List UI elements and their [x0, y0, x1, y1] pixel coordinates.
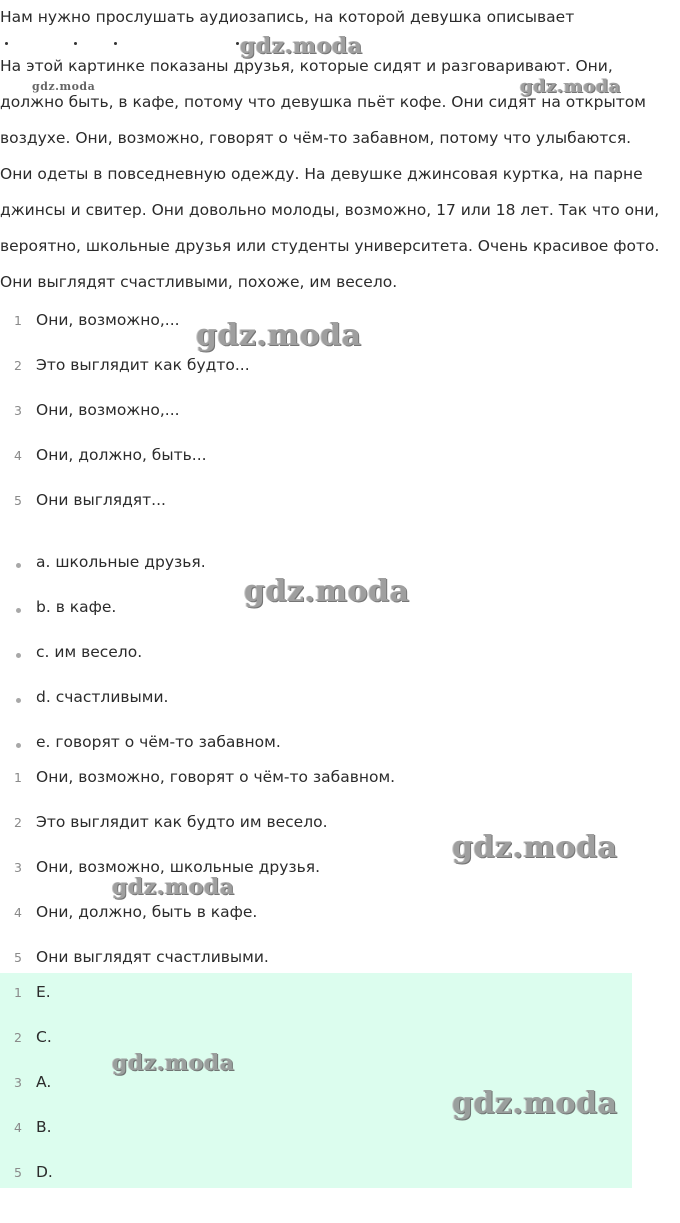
item-number: 3 [14, 860, 22, 875]
item-text: Они выглядят... [36, 491, 166, 509]
item-text: Это выглядит как будто им весело. [36, 813, 328, 831]
item-text: b. в кафе. [36, 598, 117, 616]
item-number: 1 [14, 770, 22, 785]
intro-line: вероятно, школьные друзья или студенты университета. Очень красивое фото. [0, 237, 660, 255]
item-number: 2 [14, 358, 22, 373]
list-item [0, 860, 680, 905]
item-number: 2 [14, 1030, 22, 1045]
item-text: D. [36, 1163, 53, 1181]
item-text: A. [36, 1073, 52, 1091]
watermark: gdz.moda [196, 318, 362, 353]
item-text: Они, возможно, говорят о чём-то забавном. [36, 768, 396, 786]
item-number: 1 [14, 985, 22, 1000]
bullet-icon [16, 563, 21, 568]
dot [114, 42, 117, 45]
intro-line: Нам нужно прослушать аудиозапись, на которой девушка описывает [0, 8, 575, 26]
watermark: gdz.moda [240, 33, 363, 59]
list-item [0, 358, 680, 403]
item-text: Это выглядит как будто... [36, 356, 250, 374]
list-item [0, 1165, 680, 1210]
bullet-icon [16, 653, 21, 658]
item-text: C. [36, 1028, 52, 1046]
intro-line: Они одеты в повседневную одежду. На девушке джинсовая куртка, на парне [0, 165, 643, 183]
item-number: 1 [14, 313, 22, 328]
intro-line: Они выглядят счастливыми, похоже, им весело. [0, 273, 398, 291]
item-text: Они, должно, быть в кафе. [36, 903, 258, 921]
item-number: 3 [14, 403, 22, 418]
dot [236, 42, 239, 45]
list-item [0, 448, 680, 493]
watermark: gdz.moda [244, 574, 410, 609]
intro-line: На этой картинке показаны друзья, которые сидят и разговаривают. Они, [0, 57, 613, 75]
dot [5, 42, 8, 45]
list-item [0, 985, 680, 1030]
item-number: 2 [14, 815, 22, 830]
item-text: E. [36, 983, 51, 1001]
watermark: gdz.moda [452, 1086, 618, 1121]
watermark: gdz.moda [32, 80, 96, 93]
item-number: 4 [14, 1120, 22, 1135]
bullet-icon [16, 608, 21, 613]
list-item [0, 690, 680, 735]
watermark: gdz.moda [452, 830, 618, 865]
list-item [0, 770, 680, 815]
list-item [0, 493, 680, 538]
item-text: e. говорят о чём-то забавном. [36, 733, 281, 751]
item-text: Они, возможно, школьные друзья. [36, 858, 320, 876]
watermark: gdz.moda [112, 874, 235, 900]
item-text: Они, должно, быть... [36, 446, 207, 464]
intro-line: должно быть, в кафе, потому что девушка пьёт кофе. Они сидят на открытом [0, 93, 646, 111]
dot [74, 42, 77, 45]
list-item [0, 1120, 680, 1165]
intro-line: воздухе. Они, возможно, говорят о чём-то забавном, потому что улыбаются. [0, 129, 632, 147]
item-number: 4 [14, 448, 22, 463]
list-item [0, 905, 680, 950]
item-number: 5 [14, 950, 22, 965]
item-text: Они выглядят счастливыми. [36, 948, 269, 966]
item-number: 5 [14, 1165, 22, 1180]
item-text: c. им весело. [36, 643, 143, 661]
item-text: B. [36, 1118, 52, 1136]
item-text: Они, возможно,... [36, 311, 180, 329]
list-item [0, 403, 680, 448]
item-number: 3 [14, 1075, 22, 1090]
watermark: gdz.moda [112, 1050, 235, 1076]
item-number: 4 [14, 905, 22, 920]
bullet-icon [16, 743, 21, 748]
item-text: a. школьные друзья. [36, 553, 206, 571]
intro-line: джинсы и свитер. Они довольно молоды, возможно, 17 или 18 лет. Так что они, [0, 201, 660, 219]
item-text: d. счастливыми. [36, 688, 169, 706]
list-item [0, 1030, 680, 1075]
item-number: 5 [14, 493, 22, 508]
bullet-icon [16, 698, 21, 703]
watermark: gdz.moda [520, 76, 621, 97]
item-text: Они, возможно,... [36, 401, 180, 419]
list-item [0, 645, 680, 690]
